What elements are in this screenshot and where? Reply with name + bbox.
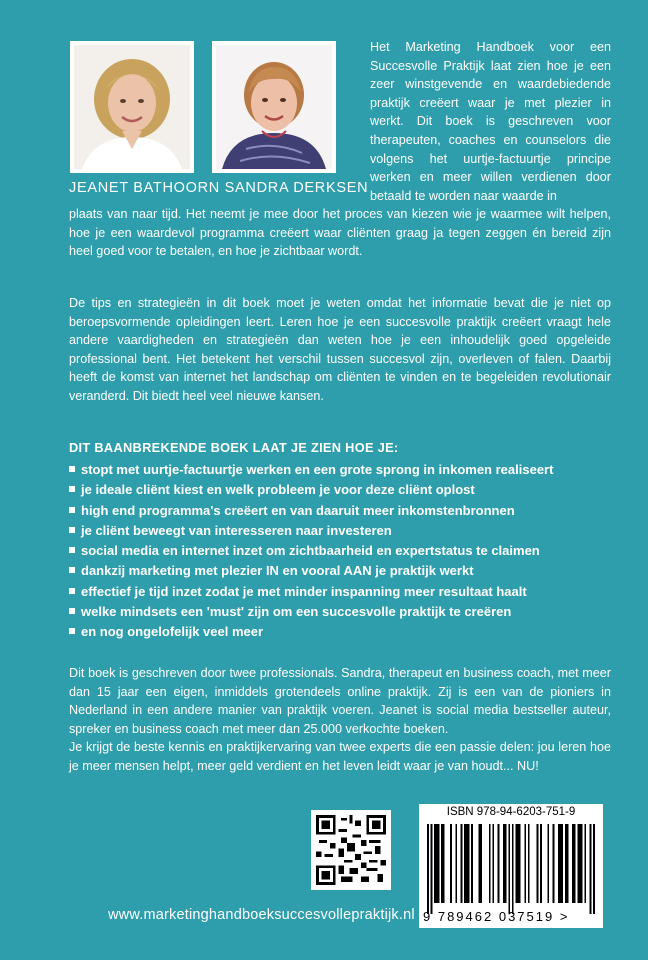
intro-text-column: Het Marketing Handboek voor een Succesvolle Praktijk laat zien hoe je een zeer winstgevende en waardebiedende praktijk creëert waar je met plezier in werkt. Dit boek is geschreven voor therapeuten, coaches en counselors die volgens het uurtje-factuurtje principe werken en meer willen verdienen door betaald te worden naar waarde in	[370, 40, 611, 203]
barcode-bar	[471, 824, 473, 903]
list-item: je cliënt beweegt van interesseren naar investeren	[69, 521, 553, 541]
barcode-bar	[579, 824, 581, 903]
bullet-square-icon	[69, 466, 75, 472]
barcode-bar	[547, 824, 549, 903]
barcode-bar	[512, 824, 514, 914]
barcode-bar	[489, 824, 491, 903]
qr-code[interactable]	[311, 810, 391, 890]
isbn-barcode-box	[419, 804, 603, 928]
barcode-bar	[431, 824, 433, 914]
barcode-icon	[427, 824, 595, 914]
list-item: je ideale cliënt kiest en welk probleem je voor deze cliënt oplost	[69, 480, 553, 500]
barcode-bar	[450, 824, 452, 903]
author-names: JEANET BATHOORN SANDRA DERKSEN	[69, 180, 369, 196]
barcode-bar	[577, 824, 579, 903]
barcode-bar	[468, 824, 470, 903]
bullet-square-icon	[69, 547, 75, 553]
bullet-square-icon	[69, 608, 75, 614]
barcode-bar	[537, 824, 539, 903]
barcode-bar	[560, 824, 562, 903]
barcode-bar	[508, 824, 510, 914]
barcode-bar	[528, 824, 530, 903]
barcode-bar	[438, 824, 440, 903]
qr-code-icon	[316, 815, 386, 885]
list-item: welke mindsets een 'must' zijn om een succesvolle praktijk te creëren	[69, 602, 553, 622]
barcode-bar	[492, 824, 494, 903]
barcode-bar	[565, 824, 567, 903]
barcode-bar	[519, 824, 521, 903]
barcode-bar	[584, 824, 586, 903]
barcode-bar	[567, 824, 569, 903]
portrait-sandra-image	[216, 45, 332, 169]
barcode-bar	[540, 824, 542, 903]
portrait-jeanet-image	[74, 45, 190, 169]
author-photo-sandra	[212, 41, 336, 173]
list-item: dankzij marketing met plezier IN en vooral AAN je praktijk werkt	[69, 561, 553, 581]
barcode-bar	[524, 824, 526, 903]
barcode-bar	[572, 824, 574, 903]
body-paragraph-3	[69, 664, 611, 776]
barcode-bar	[461, 824, 463, 903]
barcode-bar	[455, 824, 457, 903]
bullet-square-icon	[69, 588, 75, 594]
isbn-digits: 9 789462 037519 >	[423, 909, 570, 924]
barcode-bar	[503, 824, 505, 903]
intro-text-continued: plaats van naar tijd. Het neemt je mee door het proces van kiezen wie je waarmee wilt helpen, hoe je een waardevol programma creëert waar cliënten graag ja tegen zeggen én bereid zijn heel goed voor te betalen, en hoe je zichtbaar wordt.	[69, 207, 611, 259]
barcode-bar	[505, 824, 507, 903]
barcode-bar	[436, 824, 438, 903]
barcode-bar	[480, 824, 482, 903]
list-item: high end programma's creëert en van daaruit meer inkomstenbronnen	[69, 501, 553, 521]
barcode-bar	[466, 824, 468, 903]
barcode-bar	[434, 824, 436, 903]
barcode-bar	[590, 824, 592, 914]
bullet-square-icon	[69, 507, 75, 513]
barcode-bar	[574, 824, 576, 903]
barcode-bar	[517, 824, 519, 903]
barcode-bar	[441, 824, 443, 903]
body-paragraph-2: De tips en strategieën in dit boek moet je weten omdat het informatie bevat die je niet op beroepsvormende opleidingen leert. Leren hoe je een succesvolle praktijk creëert vraagt hele andere vaardigheden en strategieën dan weten hoe je een inhoudelijk goed opgeleide professional bent. Het betekent het verschil tussen succesvol zijn, overleven of falen. Daarbij heeft de komst van internet het landschap om cliënten te vinden en te begeleiden revolutionair veranderd. Dit biedt heel veel nieuwe kansen.	[69, 296, 611, 403]
barcode-bar	[593, 824, 595, 914]
list-item: social media en internet inzet om zichtbaarheid en expertstatus te claimen	[69, 541, 553, 561]
barcode-bar	[581, 824, 583, 903]
bullet-square-icon	[69, 527, 75, 533]
bullet-square-icon	[69, 567, 75, 573]
barcode-bar	[515, 824, 517, 903]
website-url[interactable]: www.marketinghandboeksuccesvollepraktijk.nl	[108, 907, 415, 923]
bullet-square-icon	[69, 486, 75, 492]
closing-text: Je krijgt de beste kennis en praktijkervaring van twee experts die een passie delen: jou leren hoe je meer mensen helpt, meer geld verdient en het leven leidt waar je van houdt... NU!	[69, 740, 611, 773]
barcode-bar	[443, 824, 445, 903]
barcode-bar	[498, 824, 500, 903]
bullet-list-title: DIT BAANBREKENDE BOEK LAAT JE ZIEN HOE JE:	[69, 440, 399, 455]
author-bio-text: Dit boek is geschreven door twee professionals. Sandra, therapeut en business coach, met meer dan 15 jaar een eigen, inmiddels grotendeels online praktijk. Zij is een van de pioniers in Nederland in een andere manier van praktijk voeren. Jeanet is social media bestseller auteur, spreker en business coach met meer dan 25.000 verkochte boeken.	[69, 666, 611, 736]
list-item: en nog ongelofelijk veel meer	[69, 622, 553, 642]
list-item: stopt met uurtje-factuurtje werken en een grote sprong in inkomen realiseert	[69, 460, 553, 480]
list-item: effectief je tijd inzet zodat je met minder inspanning meer resultaat haalt	[69, 582, 553, 602]
barcode-bar	[558, 824, 560, 903]
barcode-bar	[427, 824, 429, 914]
barcode-bar	[464, 824, 466, 903]
isbn-label: ISBN 978-94-6203-751-9	[446, 806, 576, 818]
author-photo-jeanet	[70, 41, 194, 173]
bullet-list	[69, 460, 553, 643]
barcode-bar	[553, 824, 555, 903]
barcode-bar	[561, 824, 563, 903]
barcode-bar	[478, 824, 480, 903]
bullet-square-icon	[69, 628, 75, 634]
